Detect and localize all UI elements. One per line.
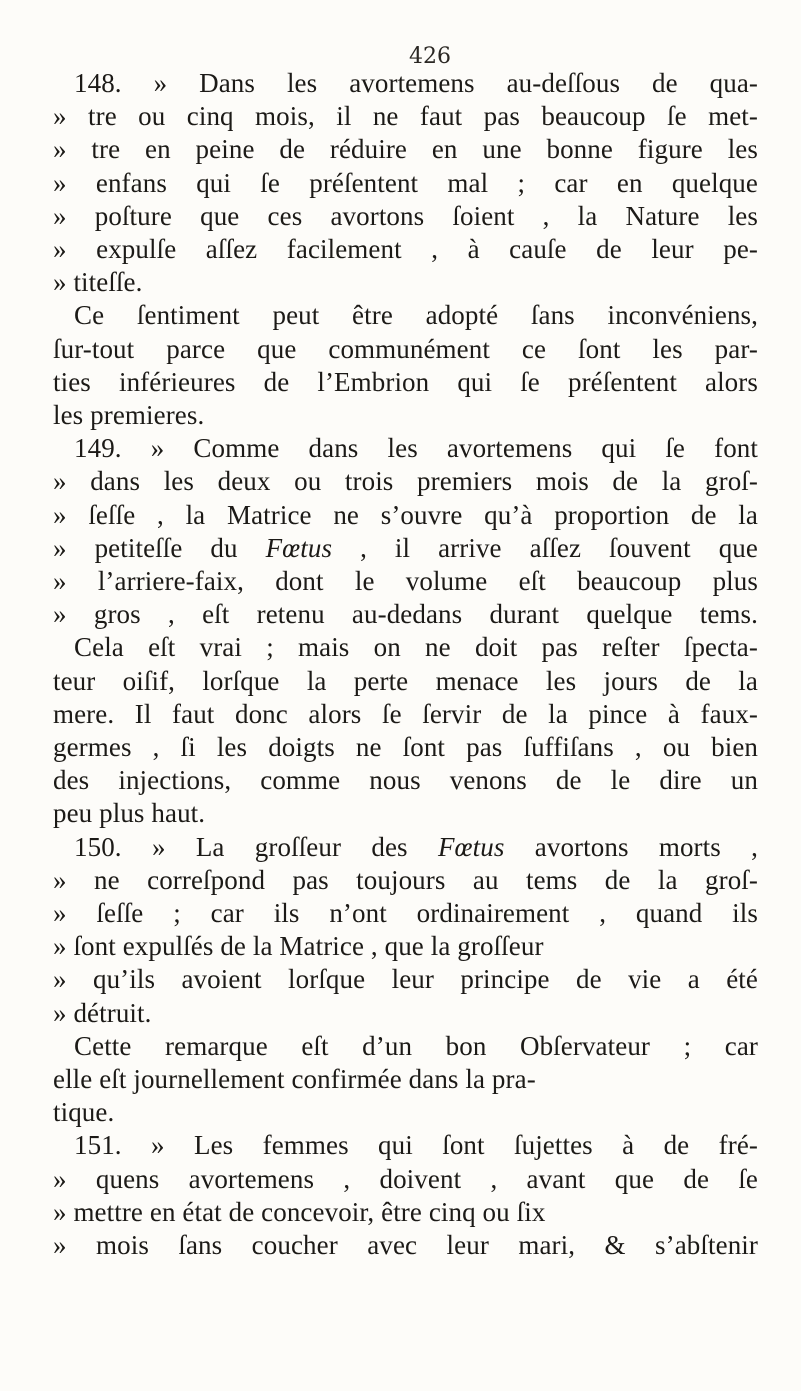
text-line: » mois ſans coucher avec leur mari, & s’abſtenir xyxy=(53,1230,758,1260)
text-line: » expulſe aſſez facilement , à cauſe de leur pe- xyxy=(53,234,758,264)
text-line: ties inférieures de l’Embrion qui ſe préſentent alors xyxy=(53,366,758,397)
text-line: 150. » La groſſeur des Fœtus avortons morts , xyxy=(74,831,758,862)
text-line: » ſont expulſés de la Matrice , que la groſſeur xyxy=(53,931,544,962)
text-line: Cette remarque eſt d’un bon Obſervateur ; car xyxy=(74,1030,758,1061)
text-line: teur oiſif, lorſque la perte menace les jours de la xyxy=(53,665,758,696)
italic-word: Fœtus xyxy=(265,532,333,563)
text-line: Cela eſt vrai ; mais on ne doit pas reſter ſpecta- xyxy=(74,632,758,663)
text-line: tique. xyxy=(53,1097,115,1128)
text-line: » dans les deux ou trois premiers mois de la groſ- xyxy=(53,466,758,497)
text-line: germes , ſi les doigts ne ſont pas ſuffiſans , ou bien xyxy=(53,732,758,762)
text-line: ſur-tout parce que communément ce ſont les par- xyxy=(53,333,758,364)
text-line: » tre ou cinq mois, il ne faut pas beaucoup ſe met- xyxy=(53,101,758,132)
text-line: » mettre en état de concevoir, être cinq ou ſix xyxy=(53,1196,546,1227)
text-line: elle eſt journellement confirmée dans la pra- xyxy=(53,1064,536,1094)
text-line: » enfans qui ſe préſentent mal ; car en quelque xyxy=(53,167,758,198)
text-line: » quens avortemens , doivent , avant que de ſe xyxy=(53,1163,758,1194)
text-line: Ce ſentiment peut être adopté ſans inconvéniens, xyxy=(74,300,758,331)
text-line: 148. » Dans les avortemens au-deſſous de qua- xyxy=(74,68,758,98)
text-line: » qu’ils avoient lorſque leur principe de vie a été xyxy=(53,964,758,995)
text-line: » tre en peine de réduire en une bonne figure les xyxy=(53,134,758,165)
text-line: » petiteſſe du Fœtus , il arrive aſſez ſouvent que xyxy=(53,532,758,563)
text-line: » titeſſe. xyxy=(53,267,143,298)
text-line: » détruit. xyxy=(53,997,152,1028)
text-line: » gros , eſt retenu au-dedans durant quelque tems. xyxy=(53,599,758,630)
text-line: » ſeſſe ; car ils n’ont ordinairement , quand ils xyxy=(53,898,758,928)
text-line: » ſeſſe , la Matrice ne s’ouvre qu’à proportion de la xyxy=(53,499,758,530)
text-line: des injections, comme nous venons de le dire un xyxy=(53,765,758,796)
text-line: 149. » Comme dans les avortemens qui ſe font xyxy=(74,433,758,464)
text-line: » poſture que ces avortons ſoient , la Nature les xyxy=(53,200,758,231)
text-line: peu plus haut. xyxy=(53,798,206,829)
text-line: les premieres. xyxy=(53,400,205,430)
text-line: » ne correſpond pas toujours au tems de la groſ- xyxy=(53,864,758,895)
text-line: 151. » Les femmes qui ſont ſujettes à de fré- xyxy=(74,1130,758,1161)
text-line: mere. Il faut donc alors ſe ſervir de la pince à faux- xyxy=(53,698,758,729)
text-line: » l’arriere-faix, dont le volume eſt beaucoup plus xyxy=(53,566,758,596)
italic-word: Fœtus xyxy=(437,831,505,862)
page-number: 426 xyxy=(409,44,451,69)
